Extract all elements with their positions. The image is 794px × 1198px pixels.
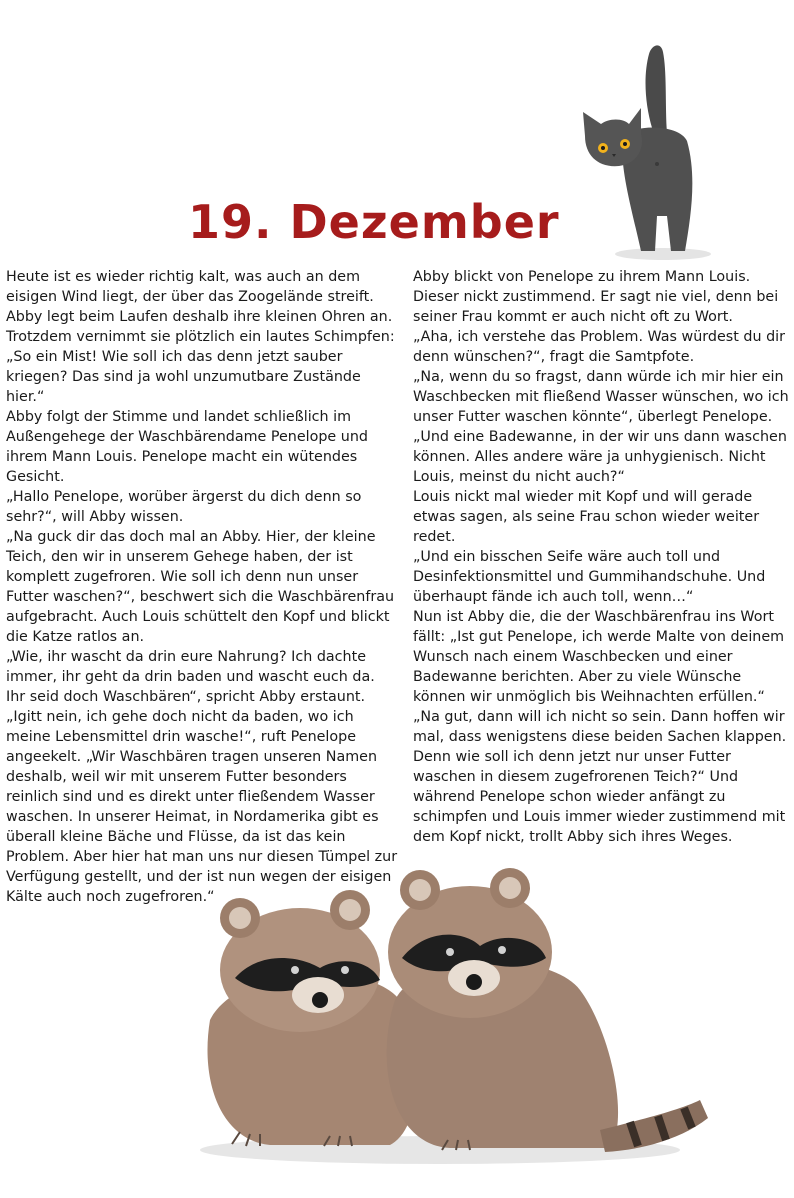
paragraph: Nun ist Abby die, die der Waschbärenfrau ins Wort fällt: „Ist gut Penelope, ich werde Malte von deinem Wunsch nach einem Waschbecken und einer Badewanne berichten. Aber zu viele Wünsche können wir unmöglich bis Weihnachten erfüllen.“ [413, 609, 785, 705]
paragraph: Louis nickt mal wieder mit Kopf und will gerade etwas sagen, als seine Frau schon wieder weiter redet. [413, 489, 760, 545]
paragraph: „Und ein bisschen Seife wäre auch toll und Desinfektionsmittel und Gummihandschuhe. Und überhaupt fände ich auch toll, wenn…“ [413, 549, 766, 605]
paragraph: „Wie, ihr wascht da drin eure Nahrung? Ich dachte immer, ihr geht da drin baden und wascht euch da. Ihr seid doch Waschbären“, spricht Abby erstaunt. [6, 649, 375, 705]
left-text-column [6, 267, 398, 907]
paragraph: „Na gut, dann will ich nicht so sein. Dann hoffen wir mal, dass wenigstens diese beiden Sachen klappen. Denn wie soll ich denn jetzt nur unser Futter waschen in diesem zugefrorenen Teich?“ Und während Penelope schon wieder anfängt zu schimpfen und Louis immer wieder zustimmend mit dem Kopf nickt, trollt Abby sich ihres Weges. [413, 709, 787, 845]
paragraph: Heute ist es wieder richtig kalt, was auch an dem eisigen Wind liegt, der über das Zoogelände streift. Abby legt beim Laufen deshalb ihre kleinen Ohren an. Trotzdem vernimmt sie plötzlich ein lautes Schimpfen: „So ein Mist! Wie soll ich das denn jetzt sauber kriegen? Das sind ja wohl unzumutbare Zustände hier.“ [6, 269, 395, 405]
raccoon-pair-illustration [180, 860, 720, 1170]
paragraph: „Hallo Penelope, worüber ärgerst du dich denn so sehr?“, will Abby wissen. [6, 489, 362, 525]
paragraph: „Na guck dir das doch mal an Abby. Hier, der kleine Teich, den wir in unserem Gehege haben, der ist komplett zugefroren. Wie soll ich denn nun unser Futter waschen?“, beschwert sich die Waschbärenfrau aufgebracht. Auch Louis schüttelt den Kopf und blickt die Katze ratlos an. [6, 529, 395, 645]
page-title: 19. Dezember [188, 194, 560, 249]
paragraph: „Na, wenn du so fragst, dann würde ich mir hier ein Waschbecken mit fließend Wasser wünschen, wo ich unser Futter waschen könnte“, überlegt Penelope. „Und eine Badewanne, in der wir uns dann waschen können. Alles andere wäre ja unhygienisch. Nicht Louis, meinst du nicht auch?“ [413, 369, 789, 485]
paragraph: „Aha, ich verstehe das Problem. Was würdest du dir denn wünschen?“, fragt die Samtpfote. [413, 329, 785, 365]
right-text-column [413, 267, 789, 847]
paragraph: „Igitt nein, ich gehe doch nicht da baden, wo ich meine Lebensmittel drin wasche!“, ruft Penelope angeekelt. „Wir Waschbären tragen unseren Namen deshalb, weil wir mit unserem Futter besonders reinlich sind und es direkt unter fließendem Wasser waschen. In unserer Heimat, in Nordamerika gibt es überall kleine Bäche und Flüsse, da ist das kein Problem. Aber hier hat man uns nur diesen Tümpel zur Verfügung gestellt, und der ist nun wegen der eisigen Kälte auch noch zugefroren.“ [6, 709, 398, 905]
cat-illustration [575, 36, 725, 266]
paragraph: Abby blickt von Penelope zu ihrem Mann Louis. Dieser nickt zustimmend. Er sagt nie viel, denn bei seiner Frau kommt er auch nicht oft zu Wort. [413, 269, 779, 325]
paragraph: Abby folgt der Stimme und landet schließlich im Außengehege der Waschbärendame Penelope und ihrem Mann Louis. Penelope macht ein wütendes Gesicht. [6, 409, 368, 485]
